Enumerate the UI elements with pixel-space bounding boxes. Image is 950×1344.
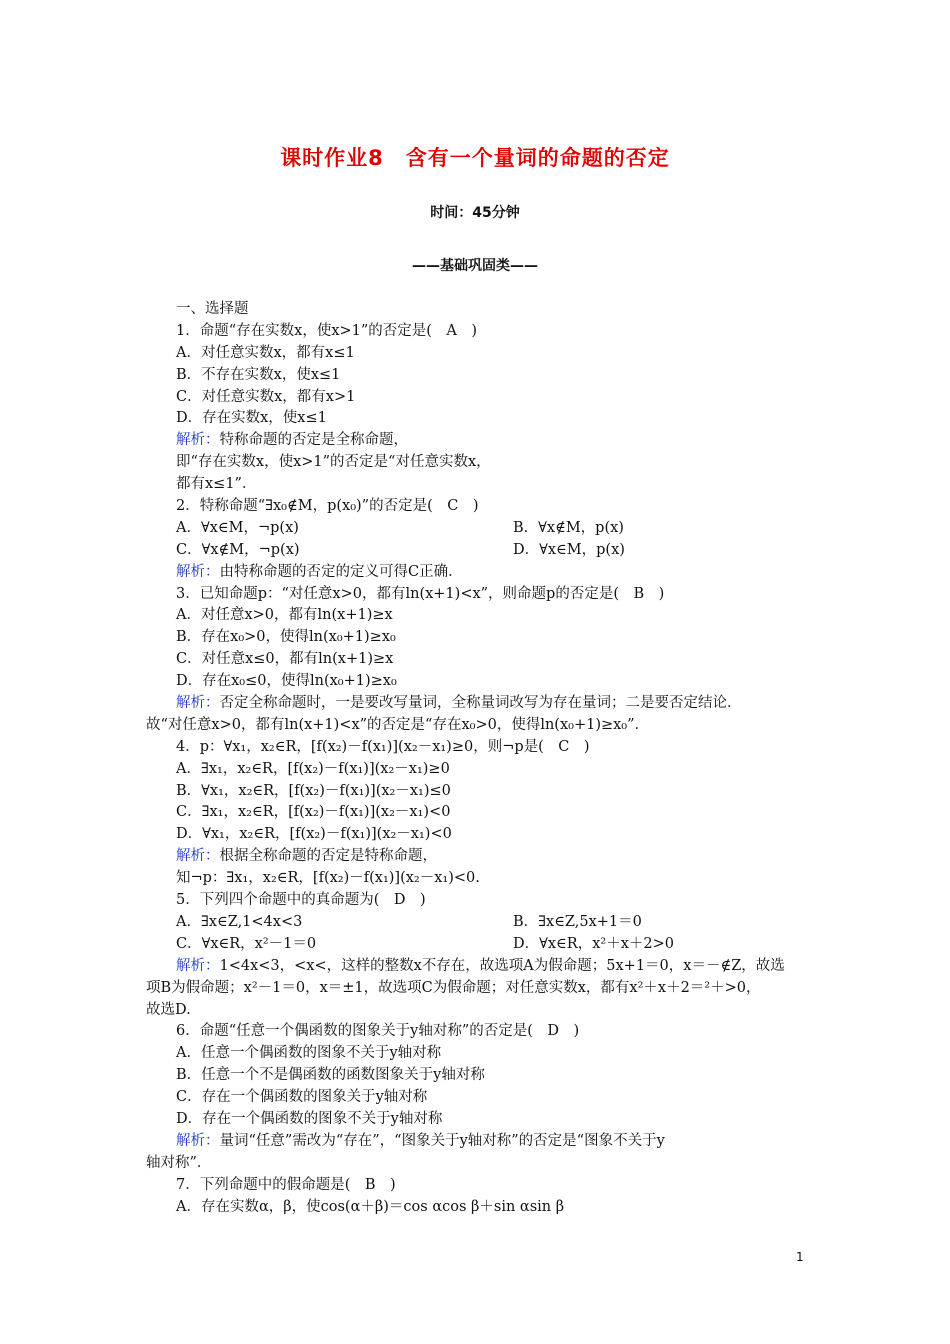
question-7-option-a: A．存在实数α，β，使cos(α＋β)＝cos αcos β＋sin αsin β xyxy=(176,1198,565,1215)
question-3-stem: 3．已知命题p：“对任意x>0，都有ln(x+1)<x”，则命题p的否定是( B ) xyxy=(176,585,665,602)
question-2-options-row-2 xyxy=(146,540,814,562)
question-2-option-c: C．∀x∉M，¬p(x) xyxy=(176,541,300,558)
question-5-options-row-1 xyxy=(146,912,814,934)
question-6-option-c: C．存在一个偶函数的图象关于y轴对称 xyxy=(176,1089,428,1106)
question-1-option-b: B．不存在实数x，使x≤1 xyxy=(176,366,341,383)
explanation-text: 特称命题的否定是全称命题， xyxy=(219,432,408,449)
question-5-options-row-2 xyxy=(146,934,814,956)
question-4-stem: 4．p：∀x₁，x₂∈R，[f(x₂)－f(x₁)](x₂－x₁)≥0，则¬p是( C ) xyxy=(176,738,590,755)
question-3-option-d: D．存在x₀≤0，使得ln(x₀+1)≥x₀ xyxy=(176,673,397,690)
question-6-option-d: D．存在一个偶函数的图象不关于y轴对称 xyxy=(176,1110,443,1127)
question-2-explanation xyxy=(146,562,814,584)
question-5-option-b: B．∃x∈Z,5x+1＝0 xyxy=(513,913,642,930)
explanation-text: 由特称命题的否定的定义可得C正确． xyxy=(219,563,463,580)
explanation-text: 量词“任意”需改为“存在”，“图象关于y轴对称”的否定是“图象不关于y xyxy=(219,1132,665,1149)
question-5-explanation xyxy=(146,956,814,978)
question-1-explanation-line-2: 即“存在实数x，使x>1”的否定是“对任意实数x， xyxy=(176,454,491,471)
page-title: 课时作业8 含有一个量词的命题的否定 xyxy=(280,146,670,170)
question-4-option-c: C．∃x₁，x₂∈R，[f(x₂)－f(x₁)](x₂－x₁)<0 xyxy=(176,804,451,821)
question-2-option-a: A．∀x∈M，¬p(x) xyxy=(176,519,299,536)
question-1-stem: 1．命题“存在实数x，使x>1”的否定是( A ) xyxy=(176,322,478,339)
question-4-explanation-line-2: 知¬p：∃x₁，x₂∈R，[f(x₂)－f(x₁)](x₂－x₁)<0. xyxy=(176,870,480,887)
document-body xyxy=(146,299,814,1218)
explanation-label: 解析： xyxy=(176,848,220,865)
question-6-option-b: B．任意一个不是偶函数的函数图象关于y轴对称 xyxy=(176,1067,485,1084)
question-3-explanation-line-2: 故“对任意x>0，都有ln(x+1)<x”的否定是“存在x₀>0，使得ln(x₀+1)≥x₀”． xyxy=(146,716,650,733)
question-4-option-a: A．∃x₁，x₂∈R，[f(x₂)－f(x₁)](x₂－x₁)≥0 xyxy=(176,760,450,777)
part-heading: 一、选择题 xyxy=(176,301,249,317)
section-heading: ——基础巩固类—— xyxy=(412,258,538,274)
explanation-label: 解析： xyxy=(176,563,220,580)
question-5-option-c: C．∀x∈R，x²－1＝0 xyxy=(176,935,317,952)
question-3-option-b: B．存在x₀>0，使得ln(x₀+1)≥x₀ xyxy=(176,629,396,646)
explanation-label: 解析： xyxy=(176,1132,220,1149)
question-6-option-a: A．任意一个偶函数的图象不关于y轴对称 xyxy=(176,1045,442,1062)
time-limit: 时间：45分钟 xyxy=(430,205,520,221)
question-2-option-d: D．∀x∈M，p(x) xyxy=(513,541,625,558)
question-6-explanation-line-2: 轴对称”． xyxy=(146,1154,212,1171)
question-1-option-a: A．对任意实数x，都有x≤1 xyxy=(176,344,355,361)
question-1-explanation xyxy=(146,430,814,452)
explanation-text: 根据全称命题的否定是特称命题， xyxy=(219,848,437,865)
question-2-stem: 2．特称命题“∃x₀∉M，p(x₀)”的否定是( C ) xyxy=(176,498,479,515)
question-4-option-b: B．∀x₁，x₂∈R，[f(x₂)－f(x₁)](x₂－x₁)≤0 xyxy=(176,782,451,799)
question-1-explanation-line-3: 都有x≤1”． xyxy=(176,476,257,493)
question-2-option-b: B．∀x∉M，p(x) xyxy=(513,519,624,536)
question-6-explanation xyxy=(146,1131,814,1153)
question-5-stem: 5．下列四个命题中的真命题为( D ) xyxy=(176,892,426,909)
explanation-label: 解析： xyxy=(176,432,220,449)
page-number: 1 xyxy=(796,1250,804,1264)
question-7-stem: 7．下列命题中的假命题是( B ) xyxy=(176,1176,396,1193)
question-4-explanation xyxy=(146,846,814,868)
question-5-option-a: A．∃x∈Z,1<4x<3 xyxy=(176,913,303,930)
question-5-explanation-line-2: 项B为假命题；x²－1＝0，x＝±1，故选项C为假命题；对任意实数x，都有x²＋x＋2＝²＋>0， xyxy=(146,979,761,996)
question-5-explanation-line-3: 故选D. xyxy=(146,1001,191,1018)
explanation-text: 否定全称命题时，一是要改写量词，全称量词改写为存在量词；二是要否定结论． xyxy=(219,695,742,712)
question-1-option-c: C．对任意实数x，都有x>1 xyxy=(176,388,356,405)
question-3-option-a: A．对任意x>0，都有ln(x+1)≥x xyxy=(176,607,393,624)
question-1-option-d: D．存在实数x，使x≤1 xyxy=(176,410,327,427)
question-3-explanation xyxy=(146,693,814,715)
question-6-stem: 6．命题“任意一个偶函数的图象关于y轴对称”的否定是( D ) xyxy=(176,1023,580,1040)
question-2-options-row-1 xyxy=(146,518,814,540)
explanation-label: 解析： xyxy=(176,957,220,974)
explanation-text: 1<4x<3，<x<，这样的整数x不存在，故选项A为假命题；5x+1＝0，x＝－∉Z，故选 xyxy=(219,957,785,974)
question-3-option-c: C．对任意x≤0，都有ln(x+1)≥x xyxy=(176,651,394,668)
question-4-option-d: D．∀x₁，x₂∈R，[f(x₂)－f(x₁)](x₂－x₁)<0 xyxy=(176,826,452,843)
question-5-option-d: D．∀x∈R，x²＋x＋2>0 xyxy=(513,935,674,952)
explanation-label: 解析： xyxy=(176,695,220,712)
